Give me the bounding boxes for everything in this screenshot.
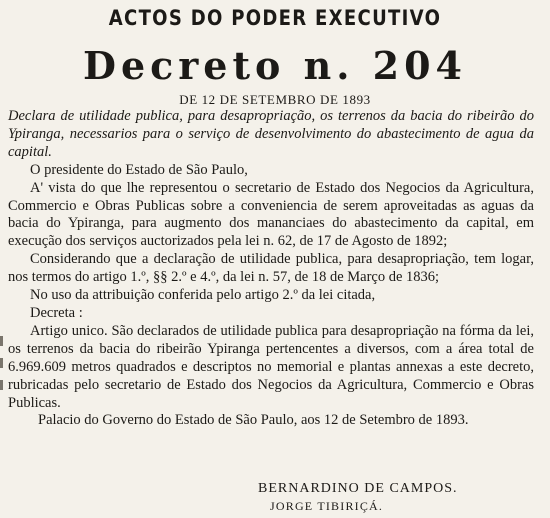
- paragraph-considering-law: Considerando que a declaração de utilidade publica, para desapropriação, tem logar, nos termos do artigo 1.º, §§ 2.º e 4.º, da lei n. 57, de 18 de Março de 1836;: [8, 251, 534, 286]
- document-page: [8, 0, 542, 518]
- paragraph-attribution: No uso da attribuição conferida pelo artigo 2.º da lei citada,: [30, 287, 376, 304]
- margin-mark: [0, 380, 3, 390]
- decree-summary: Declara de utilidade publica, para desapropriação, os terrenos da bacia do ribeirão do Ypiranga, necessarios para o serviço de desenvolvimento do abastecimento de agua da capital.: [8, 108, 534, 160]
- signature-president: BERNARDINO DE CAMPOS.: [258, 481, 458, 496]
- paragraph-president: O presidente do Estado de São Paulo,: [30, 161, 248, 178]
- decree-body: [8, 108, 534, 430]
- signature-secretary: JORGE TIBIRIÇÁ.: [270, 499, 384, 513]
- paragraph-decreta: Decreta :: [30, 304, 83, 321]
- margin-mark: [0, 358, 3, 368]
- decree-title: Decreto n. 204: [82, 43, 467, 88]
- paragraph-article: Artigo unico. São declarados de utilidade publica para desapropriação na fórma da lei, os terrenos da bacia do ribeirão Ypiranga pertencentes a diversos, com a área total de 6.969.609 metros quadrados e descriptos no memorial e plantas annexas a este decreto, rubricadas pelo secretario de Estado dos Negocios da Agricultura, Commercio e Obras Publicas.: [8, 322, 534, 411]
- margin-mark: [0, 336, 3, 346]
- section-heading: ACTOS DO PODER EXECUTIVO: [108, 6, 442, 30]
- paragraph-considering-representation: A' vista do que lhe representou o secretario de Estado dos Negocios da Agricultura, Commercio e Obras Publicas sobre a conveniencia de serem aproveitadas as aguas da bacia do Ypiranga, para augmento dos mananciaes do abastecimento da capital, em execução dos serviços auctorizados pela lei n. 62, de 17 de Agosto de 1892;: [8, 179, 534, 250]
- decree-date: DE 12 DE SETEMBRO DE 1893: [179, 92, 371, 107]
- paragraph-palace-date: Palacio do Governo do Estado de São Paulo, aos 12 de Setembro de 1893.: [38, 412, 469, 429]
